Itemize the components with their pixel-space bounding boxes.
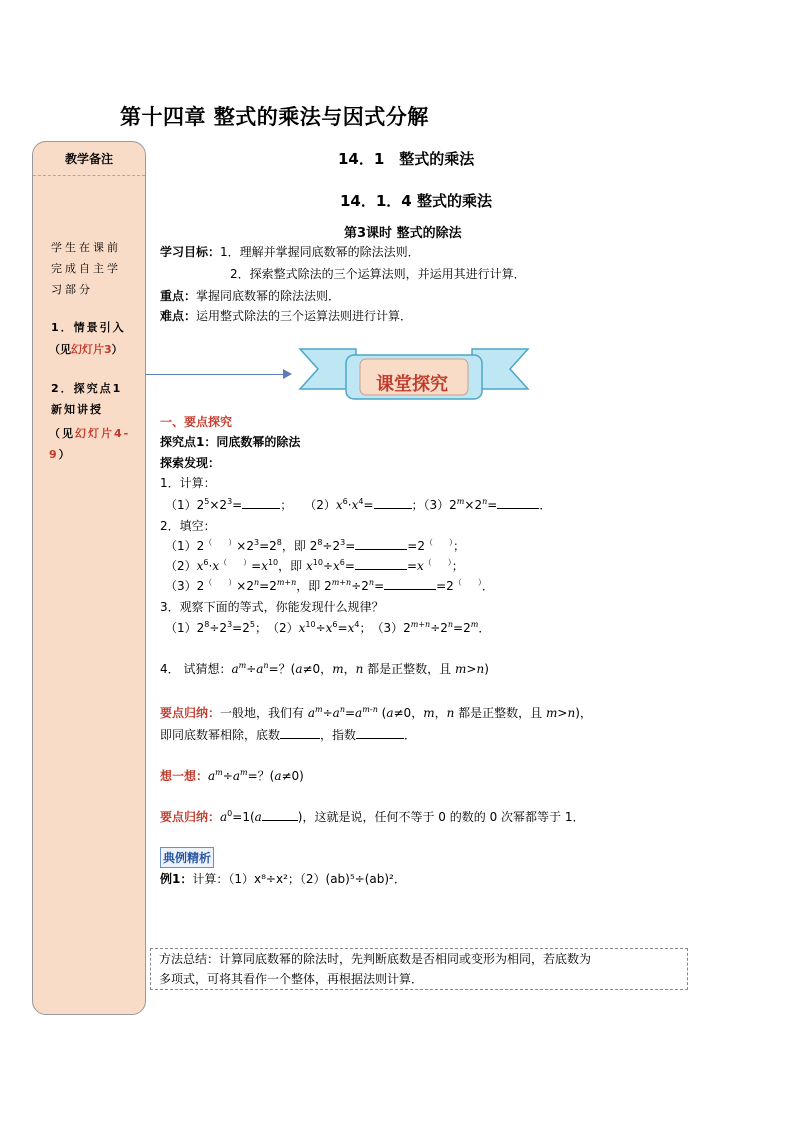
example-1: 例1：计算：（1）x⁸÷x²；（2）(ab)⁵÷(ab)²． <box>160 872 406 886</box>
sidebar-note: 学生在课前完成自主学习部分 <box>51 241 121 296</box>
method-summary-line1: 方法总结：计算同底数幂的除法时，先判断底数是否相同或变形为相同，若底数为 <box>159 952 592 966</box>
sidebar-item-intro: 1．情景引入 <box>51 321 126 334</box>
example-tag: 典例精析 <box>160 847 214 868</box>
think-prompt: 想一想：$a^m\div a^m=$？(a≠0) <box>160 768 304 783</box>
arrow-head-icon <box>283 369 292 379</box>
learning-goal-1: 学习目标：1．理解并掌握同底数幂的除法法则． <box>160 245 420 259</box>
teaching-notes-sidebar <box>32 141 146 1015</box>
section-heading: 14．1 整式的乘法 <box>338 150 475 168</box>
difficult-point: 难点：运用整式除法的三个运算法则进行计算． <box>160 309 413 323</box>
learning-goal-2: 2．探索整式除法的三个运算法则，并运用其进行计算． <box>230 267 526 281</box>
summary-2: 要点归纳：$a^0=1(a$ )，这就是说，任何不等于 0 的数的 0 次幂都等于 1． <box>160 809 585 824</box>
subsection-heading: 14．1．4 整式的乘法 <box>340 192 492 210</box>
question-2-item2: $(2)x^6\cdot x^{( )}=x^{10}$，即 $x^{10}\div x^6= =x^{( )}$； <box>165 558 464 573</box>
method-summary-box <box>150 948 688 990</box>
sidebar-header: 教学备注 <box>64 152 113 166</box>
sidebar-divider <box>33 175 145 176</box>
question-3-items: $(1)2^8\div 2^3=2^5$； $(2)x^{10}\div x^6=x^4$； $(3)2^{m+n}\div 2^n=2^m$． <box>165 620 491 635</box>
arrow-line <box>145 374 285 375</box>
sidebar-item-explore-ref: （见幻灯片4-9） <box>49 427 131 461</box>
point1-heading: 探究点1：同底数幂的除法 <box>160 435 301 449</box>
question-1-items: $(1)2^5\times 2^3=$ ； $(2)x^6\cdot x^4=$ ；$(3)2^m\times 2^n=$ ． <box>165 497 552 512</box>
question-4: 4． 试猜想：$a^m\div a^n=$？(a≠0，m，n 都是正整数，且 m>n) <box>160 661 489 676</box>
ribbon-label: 课堂探究 <box>376 374 448 395</box>
question-2-item3: $(3)2^{( )}\times 2^n=2^{m+n}$，即 $2^{m+n}\div 2^n= =2^{( )}$． <box>165 578 494 593</box>
summary-1-line2: 即同底数幂相除，底数 ，指数 ． <box>160 728 417 742</box>
question-3: 3．观察下面的等式，你能发现什么规律？ <box>160 600 384 614</box>
method-summary-line2: 多项式，可将其看作一个整体，再根据法则计算． <box>159 972 424 986</box>
part-heading: 一、要点探究 <box>160 415 233 429</box>
question-2: 2．填空： <box>160 519 216 533</box>
sidebar-item-intro-ref: （见幻灯片3） <box>49 343 123 356</box>
key-point: 重点：掌握同底数幂的除法法则． <box>160 289 341 303</box>
discover-label: 探索发现： <box>160 456 221 470</box>
question-1: 1．计算： <box>160 476 216 490</box>
chapter-title: 第十四章 整式的乘法与因式分解 <box>120 105 429 129</box>
question-2-item1: $(1)2^{( )}\times 2^3=2^8$，即 $2^8\div 2^3= =2^{( )}$； <box>165 538 465 553</box>
sidebar-item-explore: 2．探究点1新知讲授 <box>51 382 123 416</box>
summary-1: 要点归纳：一般地，我们有 $a^m\div a^n=a^{m-n}$ (a≠0，m，n 都是正整数，且 m>n)， <box>160 705 592 720</box>
lesson-heading: 第3课时 整式的除法 <box>344 226 462 241</box>
